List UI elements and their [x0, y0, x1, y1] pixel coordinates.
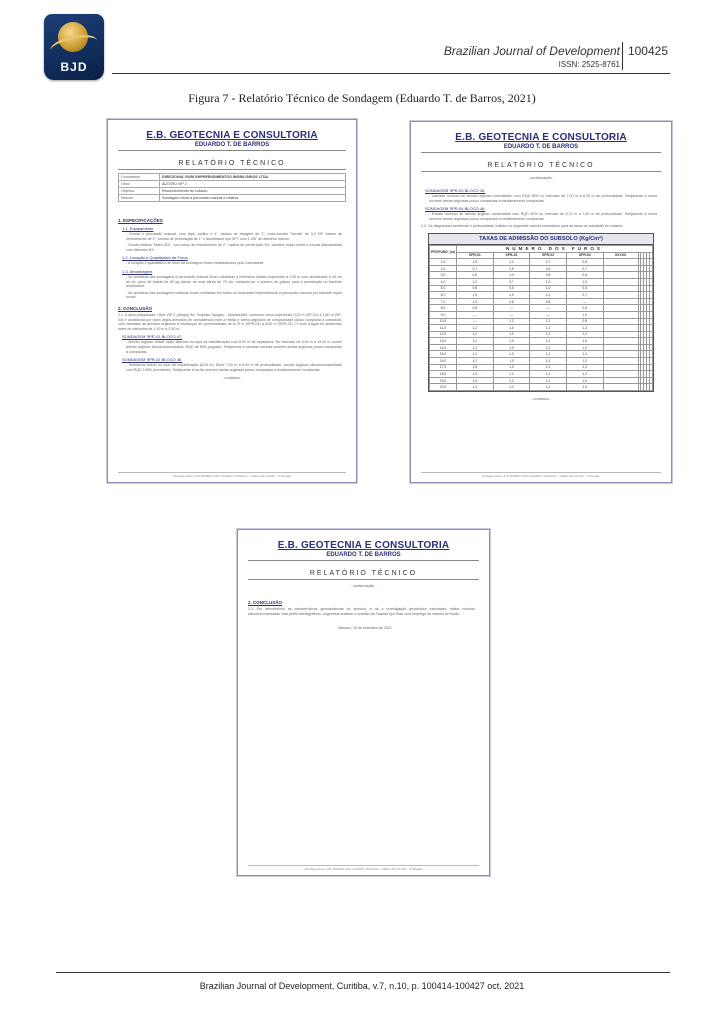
value-cell: 1,2: [530, 358, 567, 365]
value-cell: [603, 272, 638, 279]
table-row: [430, 298, 653, 305]
table-row: [430, 278, 653, 285]
table-row: [430, 305, 653, 312]
report-page-2: [410, 121, 672, 483]
value-cell: [649, 331, 652, 338]
engineer-name: EDUARDO T. DE BARROS: [326, 552, 401, 558]
value-cell: [603, 285, 638, 292]
value-cell: 1,2: [457, 278, 494, 285]
depth-cell: 12,0: [430, 331, 457, 338]
value-cell: —: [493, 311, 530, 318]
value-cell: 1,5: [457, 259, 494, 266]
table-row: [430, 285, 653, 292]
subsection-heading: SONDAGEM SPR-04 BLOCO 46.: [425, 206, 486, 212]
value-cell: 1,2: [566, 364, 603, 371]
subsection-heading: 1.1. Equipamento: [122, 226, 154, 231]
paragraph: 2.3. Em atendimento às características geomecânicas do subsolo, e da a investigação geotécnica executada, indica rochoso silicoso/consolidado cota perfis estratigráficos, sugerimos analisar a ocasião de Estacas tipo Raiz com emprego da martelo de fundo.: [248, 607, 475, 616]
value-cell: 1,2: [493, 371, 530, 378]
value-cell: 0,5: [457, 272, 494, 279]
value-cell: —: [457, 318, 494, 325]
value-cell: [603, 278, 638, 285]
value-cell: —: [566, 298, 603, 305]
value-cell: [603, 331, 638, 338]
section-heading: 1. ESPECIFICAÇÕES: [118, 218, 163, 223]
subsection-heading: 1.3. Amostragem: [122, 268, 153, 274]
section-heading: 2. CONCLUSÃO: [118, 305, 153, 311]
value-cell: [649, 371, 652, 378]
value-cell: [603, 305, 638, 312]
depth-cell: 2,0: [430, 265, 457, 272]
info-table: [118, 173, 346, 202]
value-cell: 1,2: [530, 318, 567, 325]
value-cell: —: [530, 305, 567, 312]
report-header: [411, 132, 671, 180]
depth-cell: 6,0: [430, 292, 457, 299]
subsection-heading: SONDAGEM SPR-02 BLOCO 46.: [122, 357, 183, 363]
value-cell: 1,0: [457, 371, 494, 378]
depth-cell: 19,0: [430, 377, 457, 384]
divider: [421, 171, 661, 172]
value-cell: 1,2: [530, 364, 567, 371]
value-cell: [603, 358, 638, 365]
value-cell: [649, 265, 652, 272]
column-header: [649, 252, 652, 259]
divider: [248, 579, 479, 580]
company-name: E.B. GEOTECNIA E CONSULTORIA: [146, 130, 318, 141]
company-name: E.B. GEOTECNIA E CONSULTORIA: [455, 132, 627, 143]
value-cell: 1,2: [457, 331, 494, 338]
value-cell: 1,0: [566, 278, 603, 285]
column-header: SPR-01: [457, 252, 494, 259]
value-cell: 1,0: [457, 384, 494, 391]
value-cell: [649, 338, 652, 345]
table-row: [430, 272, 653, 279]
value-cell: 0,8: [530, 272, 567, 279]
table-title: TAXAS DE ADMISSÃO DO SUBSOLO (Kg/Cm²): [429, 234, 653, 245]
value-cell: 1,2: [493, 384, 530, 391]
report-header: [238, 540, 489, 588]
value-cell: 1,0: [566, 338, 603, 345]
journal-name: Brazilian Journal of Development: [443, 44, 620, 58]
value-cell: —: [530, 311, 567, 318]
column-header: SPR-02: [493, 252, 530, 259]
value-cell: 0,7: [566, 292, 603, 299]
value-cell: 1,2: [530, 338, 567, 345]
report-page-1: [107, 119, 357, 483]
value-cell: 1,0: [493, 351, 530, 358]
value-cell: [603, 371, 638, 378]
value-cell: [603, 325, 638, 332]
value-cell: [603, 259, 638, 266]
value-cell: 1,2: [457, 351, 494, 358]
value-cell: 0,8: [566, 318, 603, 325]
continuation-note: - continuação -: [527, 175, 555, 180]
depth-cell: 8,0: [430, 305, 457, 312]
info-row: Método: Sondagem mista a percussão manual e rotativa.: [119, 195, 346, 202]
info-row: Contratante: DIRECIONAL RUBI EMPREENDIMENTOS IMOBILIÁRIOS LTDA.: [119, 174, 346, 181]
info-row: Objetivo: Reconhecimento do subsolo.: [119, 188, 346, 195]
value-cell: 0,7: [566, 265, 603, 272]
column-header: SPR-03: [530, 252, 567, 259]
table-row: [430, 358, 653, 365]
company-name: E.B. GEOTECNIA E CONSULTORIA: [277, 540, 450, 551]
furos-header: NÚMERO DOS FUROS: [457, 245, 653, 252]
value-cell: 1,2: [530, 331, 567, 338]
logo-text: BJD: [60, 60, 88, 74]
section-heading: 2. CONCLUSÃO: [248, 600, 283, 605]
value-cell: 1,0: [493, 292, 530, 299]
info-row: Obra: ALEGRO VIP 2: [119, 181, 346, 188]
depth-cell: 1,0: [430, 259, 457, 266]
value-cell: [649, 311, 652, 318]
depth-cell: 4,0: [430, 278, 457, 285]
column-header: SPR-04: [566, 252, 603, 259]
value-cell: 1,0: [493, 272, 530, 279]
table-row: [430, 325, 653, 332]
paragraph: - Sedimento friável no topo da estratificação (8,00 m). Entre 7,00 m a 8,00 m de profundidade, arenito argiloso silicoso/consolidado com RQD 100% (excelente). Subjacente à rocha ocorrem areias argilosas pouco compactas a medianamente compactas.: [126, 363, 342, 372]
signature-line: Manaus, 15 de setembro de 2021.: [338, 626, 393, 631]
table-row: [430, 331, 653, 338]
value-cell: 1,2: [566, 331, 603, 338]
value-cell: 1,2: [457, 325, 494, 332]
value-cell: [603, 351, 638, 358]
depth-cell: 10,0: [430, 318, 457, 325]
paragraph: - A locação e quantitativo de furos da sondagem foram estabelecidos pela Contratante.: [126, 261, 265, 266]
value-cell: 1,2: [566, 325, 603, 332]
table-row: [430, 259, 653, 266]
paragraph: - Arenito argiloso friável muito alterado no topo da estratificação com 8,00 m de espessura. No intervalo de 8,00 m a 15,00 m ocorre arenito argiloso silicoso/consolidado, RQD de 50% (regular). Subjacente à camada rochosa ocorrem areias argilosas pouco compactas a compactas.: [126, 340, 342, 354]
data-grid: [429, 245, 653, 391]
value-cell: 1,2: [457, 338, 494, 345]
page-footer: Santiago Rosa, 278, BAIRRO SÃO LÁZARO, MANAUS – CREA-AM 12.345 – 4ª Região: [118, 472, 346, 478]
value-cell: 0,5: [566, 285, 603, 292]
journal-logo: [44, 14, 104, 80]
report-page-3: [237, 529, 490, 876]
value-cell: 1,0: [493, 358, 530, 365]
report-title: RELATÓRIO TÉCNICO: [178, 160, 286, 167]
value-cell: 0,8: [493, 298, 530, 305]
subsection-heading: 1.2. Locação e Quantitativo de Furos: [122, 255, 188, 261]
depth-header: PROFUND. (m): [430, 245, 457, 258]
subsection-heading: SONDAGEM SPR-03 BLOCO 45.: [425, 188, 486, 193]
subsection-heading: SONDAGEM SPR-01 BLOCO 47.: [122, 334, 183, 340]
value-cell: 1,0: [530, 278, 567, 285]
column-headers: [430, 252, 653, 259]
value-cell: [603, 338, 638, 345]
value-cell: 1,2: [457, 358, 494, 365]
value-cell: 1,2: [530, 377, 567, 384]
value-cell: [649, 364, 652, 371]
value-cell: 1,2: [530, 344, 567, 351]
divider: [421, 152, 661, 153]
depth-cell: 20,0: [430, 384, 457, 391]
value-cell: 1,0: [457, 377, 494, 384]
paragraph: - Estrato rochoso de arenito argiloso consolidado com RQD 90% no intervalo de 6,70 m a 7,60 m de profundidade. Subjacente à rocha ocorrem areias argilosas pouco compactas a medianamente compactas.: [429, 212, 657, 221]
value-cell: [649, 325, 652, 332]
value-cell: 0,5: [530, 265, 567, 272]
table-row: [430, 318, 653, 325]
table-row: [430, 311, 653, 318]
value-cell: 0,7: [493, 278, 530, 285]
value-cell: 0,8: [566, 305, 603, 312]
value-cell: [649, 318, 652, 325]
column-header: XXXXX: [603, 252, 638, 259]
paragraph: 2.1. A área pesquisada, Obra VIP-2 (Alegro) Av. Torquato Tapajós – Manaus/AM, contendo cinco superfícies 0,23 m (SP-01) a 2,60 m (SP-04) é constituída por solos argilo-arenosos de consistência mole a média e areno-argilosos de compacidade pouco compacta a compacta, com camadas de arenitos argilosos e mudanças de profundidades de 6,70 m (SPR-04) a 8,00 m (SPR-01). O nível d'água foi observado entre os intervalos de 1,20 m a 2,50 m.: [118, 312, 342, 331]
engineer-name: EDUARDO T. DE BARROS: [194, 142, 270, 148]
depth-cell: 7,0: [430, 298, 457, 305]
paragraph: - As amostras das sondagens rotativas foram coletadas em todos os horizontes impenetráveis a percussão manual por barrilete duplo móvel.: [126, 290, 342, 300]
value-cell: 1,5: [493, 265, 530, 272]
value-cell: —: [457, 311, 494, 318]
value-cell: 1,0: [530, 292, 567, 299]
engineer-name: EDUARDO T. DE BARROS: [503, 144, 579, 150]
page-footer: Santiago Rosa, 278, BAIRRO SÃO LÁZARO, MANAUS – CREA-AM 12.345 – 4ª Região: [421, 472, 661, 478]
depth-cell: 18,0: [430, 371, 457, 378]
value-cell: [649, 272, 652, 279]
value-cell: 0,7: [530, 259, 567, 266]
value-cell: [649, 259, 652, 266]
figure-caption: Figura 7 - Relatório Técnico de Sondagem (Eduardo T. de Barros, 2021): [188, 91, 536, 105]
citation: Brazilian Journal of Development, Curitiba, v.7, n.10, p. 100414-100427 oct. 2021: [199, 981, 525, 991]
value-cell: 1,2: [457, 344, 494, 351]
footer-rule: [56, 972, 670, 973]
table-row: [430, 344, 653, 351]
table-row: [430, 371, 653, 378]
value-cell: 1,0: [530, 285, 567, 292]
value-cell: [649, 298, 652, 305]
paragraph: 2.2. Os diagramas resistência X profundidade indicam os seguintes valores estimativos para as taxas de admissão do subsolo:: [421, 224, 624, 229]
value-cell: 1,0: [457, 292, 494, 299]
table-row: [430, 292, 653, 299]
value-cell: 1,0: [493, 364, 530, 371]
value-cell: 1,2: [493, 377, 530, 384]
table-row: [430, 377, 653, 384]
value-cell: [603, 265, 638, 272]
value-cell: [649, 377, 652, 384]
value-cell: 1,0: [566, 311, 603, 318]
value-cell: 1,0: [566, 384, 603, 391]
table-row: [430, 338, 653, 345]
continuation-note: - continuação -: [350, 583, 377, 588]
value-cell: 1,2: [493, 318, 530, 325]
depth-cell: 9,0: [430, 311, 457, 318]
value-cell: 1,2: [530, 351, 567, 358]
continues-note: - continua -: [530, 396, 551, 402]
report-title: RELATÓRIO TÉCNICO: [487, 162, 595, 169]
value-cell: 0,8: [530, 298, 567, 305]
value-cell: 1,2: [530, 325, 567, 332]
divider: [118, 169, 346, 170]
value-cell: [649, 384, 652, 391]
value-cell: 1,2: [530, 384, 567, 391]
value-cell: [649, 351, 652, 358]
admission-rates-table: [428, 233, 654, 392]
header-rule: [112, 73, 670, 74]
value-cell: 0,8: [566, 259, 603, 266]
value-cell: 1,0: [493, 331, 530, 338]
depth-cell: 16,0: [430, 358, 457, 365]
value-cell: 0,5: [493, 285, 530, 292]
value-cell: [649, 278, 652, 285]
paragraph: - Camada rochosa de arenito argiloso consolidado com RQD 80% no intervalo de 7,00 m a 8,30 m de profundidade. Subjacente à rocha ocorrem areias argilosas pouco compactas a medianamente compactas.: [429, 194, 657, 203]
value-cell: 1,2: [566, 351, 603, 358]
divider: [118, 150, 346, 151]
depth-cell: 17,0: [430, 364, 457, 371]
value-cell: [603, 377, 638, 384]
table-row: [430, 364, 653, 371]
value-cell: 1,2: [566, 358, 603, 365]
depth-cell: 14,0: [430, 344, 457, 351]
value-cell: [603, 364, 638, 371]
value-cell: 1,2: [530, 371, 567, 378]
value-cell: 0,7: [457, 265, 494, 272]
article-number: 100425: [627, 44, 668, 58]
depth-cell: 13,0: [430, 338, 457, 345]
value-cell: 1,0: [457, 298, 494, 305]
depth-cell: 5,0: [430, 285, 457, 292]
table-row: [430, 384, 653, 391]
value-cell: 1,0: [493, 344, 530, 351]
value-cell: [649, 305, 652, 312]
value-cell: 1,0: [566, 377, 603, 384]
value-cell: 0,8: [457, 305, 494, 312]
value-cell: 1,5: [457, 364, 494, 371]
value-cell: [603, 384, 638, 391]
value-cell: 1,0: [493, 325, 530, 332]
value-cell: 1,2: [566, 371, 603, 378]
value-cell: [649, 285, 652, 292]
page-footer: Santiago Rosa, 278, BAIRRO SÃO LÁZARO, MANAUS – CREA-AM 12.345 – 4ª Região: [248, 865, 479, 871]
paragraph: - Sonda rotativa "Mach 820", com tubos de revestimento de 2", hastes de penetração NX, barrilete duplo móvel e coroas diamantadas com diâmetro NX.: [126, 243, 342, 252]
continues-note: - continua -: [221, 375, 242, 381]
issn: ISSN: 2525-8761: [558, 60, 620, 69]
value-cell: [603, 298, 638, 305]
value-cell: [603, 344, 638, 351]
value-cell: [603, 292, 638, 299]
depth-cell: 15,0: [430, 351, 457, 358]
paragraph: - Sonda a percussão manual, com tripé, sarilho e 4", tripano de lavagem de 2", moto-bomba "Honda" de 5,0 HP, hastes de revestimento de 2", bomba de penetração de 1" e amostrador tipo SPT com 1.3/8" de diâmetro interno.: [126, 232, 342, 241]
value-cell: [603, 311, 638, 318]
value-cell: [649, 358, 652, 365]
value-cell: —: [493, 305, 530, 312]
table-row: [430, 265, 653, 272]
paragraph: - As amostras das sondagens a percussão manual foram coletadas a intervalos iniciais superiores a 1,00 m com amostrador a 45 cm do pé, peso de batida de 65 kg caindo de uma altura de 75 cm, contando-se o número de golpes para a penetração no barrilete amostrador.: [126, 274, 342, 289]
report-header: [108, 130, 356, 170]
value-cell: [649, 292, 652, 299]
header-divider: [622, 42, 623, 70]
value-cell: [603, 318, 638, 325]
report-title: RELATÓRIO TÉCNICO: [309, 570, 418, 577]
swoosh-decoration: [49, 31, 100, 60]
value-cell: 0,6: [566, 272, 603, 279]
depth-cell: 11,0: [430, 325, 457, 332]
value-cell: 0,8: [457, 285, 494, 292]
table-row: [430, 351, 653, 358]
value-cell: 1,0: [493, 338, 530, 345]
divider: [248, 560, 479, 561]
value-cell: 1,0: [566, 344, 603, 351]
value-cell: 1,2: [493, 259, 530, 266]
value-cell: [649, 344, 652, 351]
depth-cell: 3,0: [430, 272, 457, 279]
